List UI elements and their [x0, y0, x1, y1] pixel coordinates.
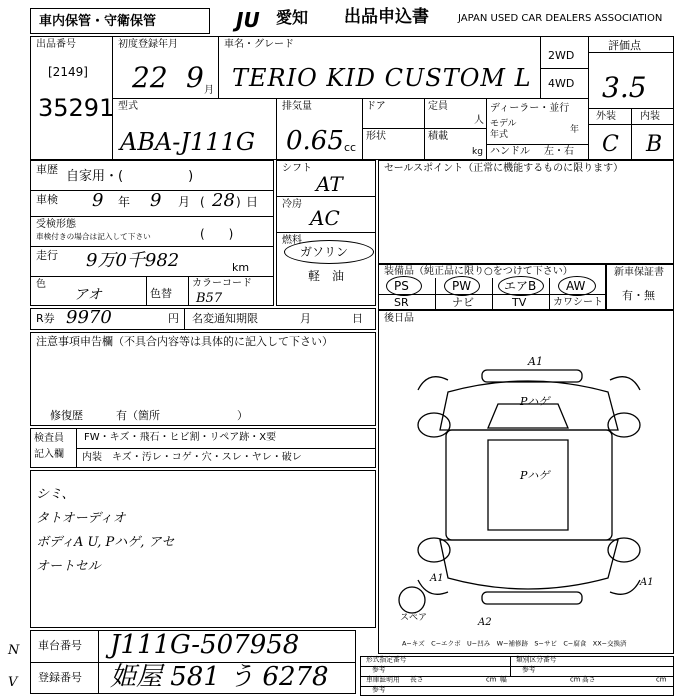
drive-4wd: 4WD: [548, 77, 575, 90]
shift-label: シフト: [282, 163, 312, 174]
fuel-value: ガソリン: [300, 245, 349, 259]
damage-legend: A−キズ C−エクボ U−凹み W−補修跡 S−サビ C−腐食 XX−交換済: [402, 640, 627, 648]
notes-label: 注意事項申告欄（不具合内容等は具体的に記入して下さい）: [36, 335, 333, 348]
equipment-pw-circle: [444, 276, 480, 296]
deadline-month-unit: 月: [300, 312, 311, 325]
reception-paren: ( ): [200, 227, 234, 241]
damage-mark-a1-right: A1: [640, 577, 654, 588]
spare-label: スペア: [400, 613, 428, 623]
equipment-navi: ナビ: [452, 296, 474, 309]
reception-note: 車検付きの場合は記入して下さい: [36, 233, 151, 242]
lot-sub-number: [2149]: [48, 65, 88, 79]
ext-label: 外装: [596, 111, 616, 122]
warranty-label: 新車保証書: [614, 267, 664, 278]
ext-value: C: [602, 132, 619, 157]
lot-label: 出品番号: [36, 39, 76, 50]
inspector-interior-label: 内装: [82, 452, 102, 463]
load-unit: kg: [472, 147, 483, 157]
inspection-month: 9: [150, 190, 162, 211]
mileage-label: 走行: [36, 249, 58, 262]
capacity-label: 定員: [428, 101, 448, 112]
footer-reference-1: 参考: [372, 666, 386, 674]
footer-length-unit: cm: [486, 676, 497, 684]
displacement-label: 排気量: [282, 101, 312, 112]
history-label: 車歴: [36, 163, 58, 176]
sales-point-box: [378, 160, 674, 264]
color-code-value: B57: [196, 291, 223, 306]
color-label: 色: [36, 279, 46, 290]
int-label: 内装: [640, 111, 660, 122]
footer-reference-3: 参考: [372, 686, 386, 694]
inspector-line-2: キズ・汚レ・コゲ・穴・スレ・ヤレ・破レ: [112, 452, 302, 463]
type-label: 型式: [118, 101, 138, 112]
inspection-month-unit: 月: [178, 195, 191, 209]
margin-mark-n: N: [8, 643, 20, 658]
first-reg-month: 9: [186, 61, 204, 94]
recycle-label: R券: [36, 312, 55, 325]
history-value: 自家用・( ): [66, 169, 194, 184]
displacement-unit: cc: [344, 141, 357, 154]
grade-label: 評価点: [608, 39, 641, 52]
recycle-value: 9970: [66, 307, 112, 328]
ac-label: 冷房: [282, 199, 302, 210]
car-damage-diagram: [378, 310, 674, 654]
inspection-year-unit: 年: [118, 195, 131, 209]
ju-logo: [236, 8, 272, 32]
inspection-day: 28: [212, 190, 235, 211]
registration-label: 登録番号: [38, 671, 82, 684]
margin-mark-v: V: [8, 675, 18, 690]
color-code-label: カラーコード: [192, 278, 252, 289]
capacity-unit: 人: [474, 115, 484, 126]
storage-badge: [30, 8, 210, 34]
damage-mark-a1-left: A1: [430, 573, 444, 584]
damage-mark-a1-top: A1: [528, 355, 543, 368]
remark-line-4: オートセル: [36, 559, 101, 574]
storage-badge-text: 車内保管・守衛保管: [39, 14, 157, 29]
first-reg-label: 初度登録年月: [118, 39, 178, 50]
remark-line-1: シミ、: [36, 487, 75, 502]
reception-label: 受検形態: [36, 219, 76, 230]
equipment-ps: PS: [394, 279, 409, 293]
footer-garage-cert: 車庫証明用: [366, 676, 400, 684]
equipment-aw: AW: [566, 279, 586, 293]
footer-length: 長さ: [410, 676, 424, 684]
shape-label: 形状: [366, 131, 386, 142]
deadline-day-unit: 日: [352, 312, 363, 325]
repair-label: 修復歴: [50, 409, 83, 422]
type-value: ABA-J111G: [120, 128, 256, 156]
model-value: TERIO KID CUSTOM L: [232, 64, 532, 92]
footer-reference-2: 参考: [522, 666, 536, 674]
damage-mark-hood-peel: Pハゲ: [520, 469, 550, 482]
association-name: JAPAN USED CAR DEALERS ASSOCIATION: [458, 13, 663, 24]
load-label: 積載: [428, 131, 448, 142]
mileage-unit: km: [232, 261, 250, 274]
year-label: 年式: [490, 130, 509, 140]
mileage-value: 9万0千982: [86, 250, 180, 271]
inspection-day-paren-open: (: [200, 195, 205, 209]
int-value: B: [646, 132, 663, 157]
damage-mark-a2: A2: [478, 617, 492, 628]
equipment-label: 装備品（純正品に限り○をつけて下さい）: [384, 266, 573, 277]
model-label: 車名・グレード: [224, 39, 294, 50]
remark-line-3: ボディA U, Pハゲ, アセ: [36, 535, 175, 550]
color-swap-label: 色替: [150, 287, 172, 300]
inspector-label-2: 記入欄: [34, 449, 64, 460]
chassis-value: J111G-507958: [110, 630, 300, 660]
equipment-ps-circle: [386, 276, 422, 296]
equipment-sr: SR: [394, 296, 409, 309]
footer-type-number: 形式指定番号: [366, 656, 407, 664]
lot-number: 35291: [38, 94, 115, 122]
rear-seat-label: 後日品: [384, 313, 414, 324]
sales-point-label: セールスポイント（正常に機能するものに限ります）: [384, 163, 624, 174]
fuel-label: 燃料: [282, 235, 302, 246]
footer-height: 高さ: [582, 676, 596, 684]
equipment-airbag: エアB: [504, 279, 537, 293]
damage-mark-roof-peel: Pハゲ: [520, 395, 550, 408]
fuel-alt: 軽 油: [308, 269, 345, 283]
equipment-pw: PW: [452, 279, 472, 293]
footer-height-unit: cm: [656, 676, 667, 684]
drive-2wd: 2WD: [548, 49, 575, 62]
equipment-aw-circle: [558, 276, 596, 296]
recycle-unit: 円: [168, 312, 179, 325]
deadline-label: 名変通知期限: [192, 312, 258, 325]
dealer-label: ディーラー・並行: [490, 103, 570, 114]
door-label: ドア: [366, 101, 386, 112]
equipment-tv: TV: [512, 296, 527, 309]
remark-line-2: タトオーディオ: [36, 511, 126, 526]
displacement-value: 0.65: [286, 126, 344, 156]
equipment-airbag-circle: [498, 276, 544, 296]
inspector-label-1: 検査員: [34, 433, 64, 444]
registration-value: 姫屋 581 う 6278: [110, 662, 329, 692]
inspection-day-unit: 日: [246, 195, 259, 209]
inspection-year: 9: [92, 190, 104, 211]
ac-value: AC: [310, 206, 340, 230]
equipment-leather: カワシート: [553, 297, 603, 308]
year-unit: 年: [570, 125, 580, 135]
repair-value: 有（箇所 ）: [116, 409, 248, 422]
footer-class-number: 類別区分番号: [516, 656, 557, 664]
color-value: アオ: [74, 287, 102, 303]
chassis-label: 車台番号: [38, 639, 82, 652]
footer-width: 幅: [500, 676, 507, 684]
inspection-day-paren-close: ): [236, 195, 241, 209]
ju-logo-text: JU: [236, 8, 260, 32]
handle-label: ハンドル: [490, 146, 530, 157]
grade-value: 3.5: [602, 71, 647, 104]
model-year-label: モデル: [490, 119, 517, 129]
shift-value: AT: [316, 172, 343, 196]
first-reg-year: 22: [132, 61, 168, 94]
footer-width-unit: cm: [570, 676, 581, 684]
inspection-label: 車検: [36, 193, 58, 206]
first-reg-month-unit: 月: [204, 85, 214, 96]
form-title: 出品申込書: [344, 7, 429, 27]
warranty-options: 有・無: [622, 289, 655, 302]
inspector-line-1: FW・キズ・飛石・ヒビ割・リペア跡・X要: [84, 432, 277, 443]
handle-options: 左・右: [544, 146, 574, 157]
brand-name: 愛知: [276, 8, 309, 27]
